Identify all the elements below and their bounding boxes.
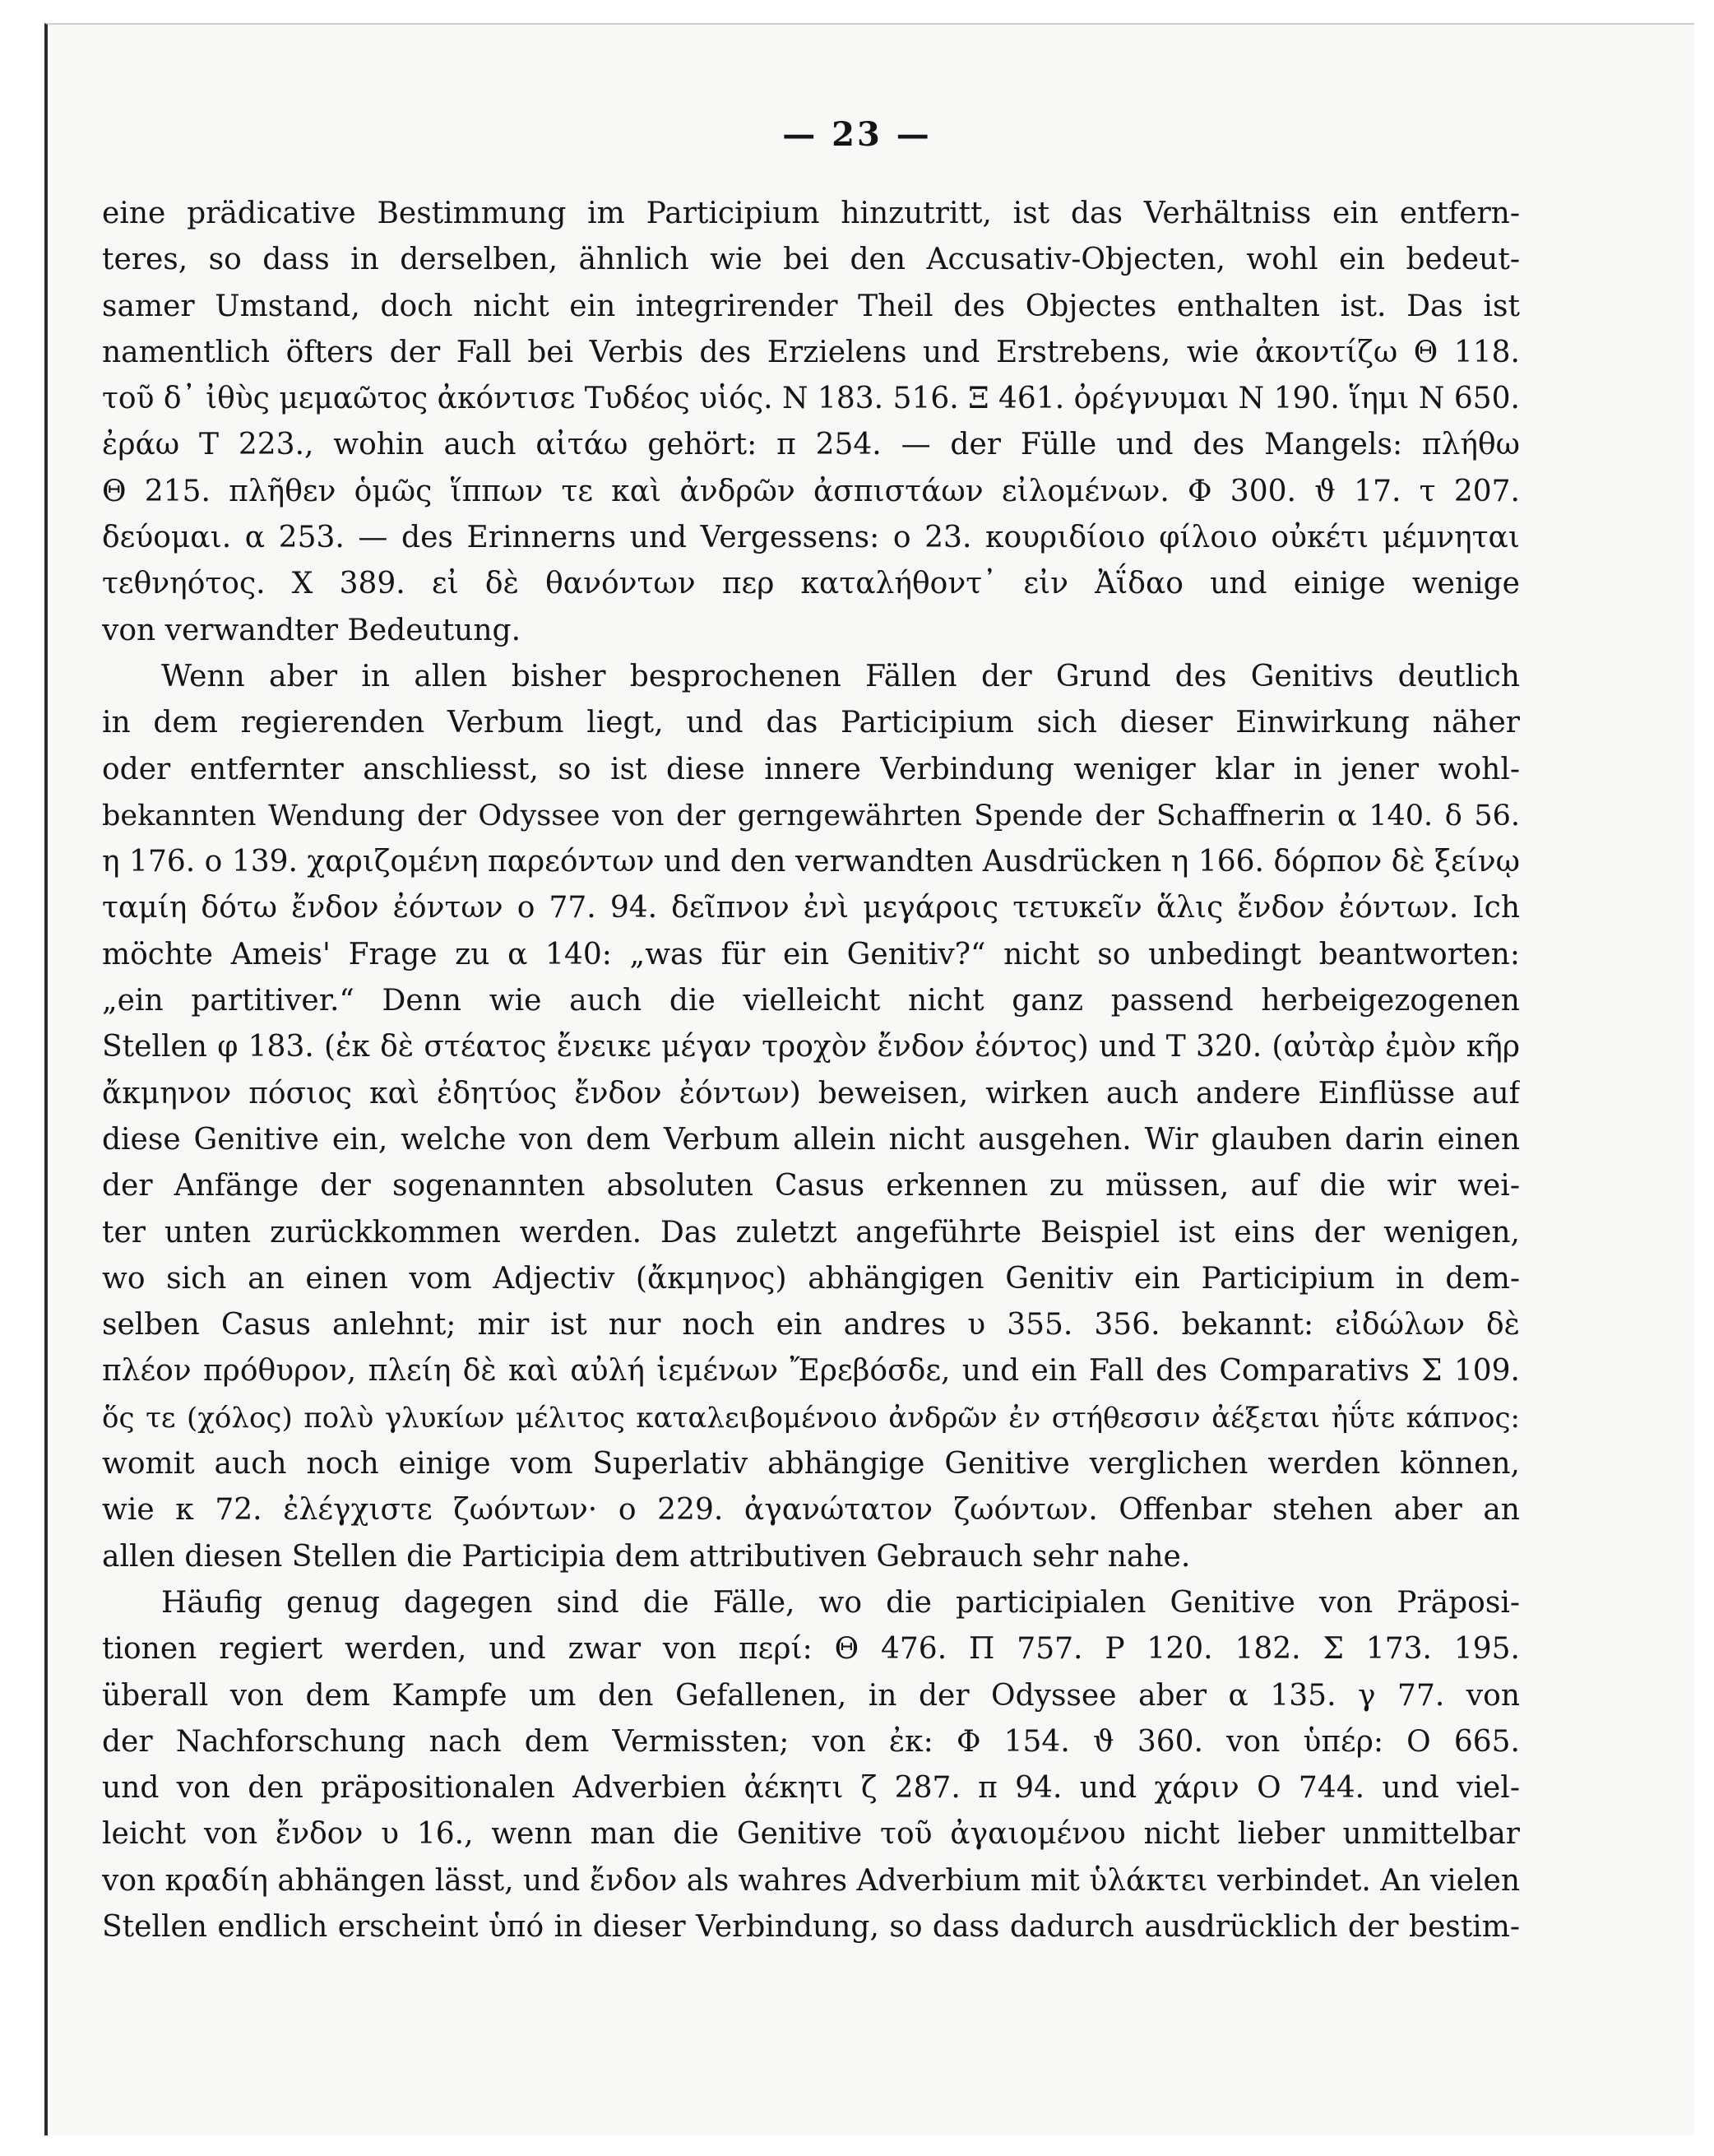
text-line: wie κ 72. ἐλέγχιστε ζωόντων· ο 229. ἀγανώτατον ζωόντων. Offenbar stehen aber an (102, 1493, 1520, 1528)
text-line: δεύομαι. α 253. — des Erinnerns und Vergessens: ο 23. κουριδίοιο φίλοιο οὐκέτι μέμνηται (102, 521, 1520, 555)
text-line: ἐράω Τ 223., wohin auch αἰτάω gehört: π 254. — der Fülle und des Mangels: πλήθω (102, 428, 1520, 462)
text-line: tionen regiert werden, und zwar von περί: Θ 476. Π 757. Ρ 120. 182. Σ 173. 195. (102, 1632, 1520, 1667)
text-line: womit auch noch einige vom Superlativ abhängige Genitive verglichen werden können, (102, 1447, 1520, 1481)
text-line: ταμίη δότω ἔνδον ἐόντων ο 77. 94. δεῖπνον ἐνὶ μεγάροις τετυκεῖν ἅλις ἔνδον ἐόντων. Ich (102, 891, 1520, 925)
text-line: ὅς τε (χόλος) πολὺ γλυκίων μέλιτος καταλειβομένοιο ἀνδρῶν ἐν στήθεσσιν ἀέξεται ἠΰτε κάπνος: (102, 1401, 1520, 1435)
text-line: von verwandter Bedeutung. (102, 613, 521, 647)
text-line: τεθνηότος. Χ 389. εἰ δὲ θανόντων περ καταλήθοντ᾽ εἰν Ἀΐδαο und einige wenige (102, 567, 1520, 601)
text-line: bekannten Wendung der Odyssee von der gerngewährten Spende der Schaffnerin α 140. δ 56. (102, 799, 1520, 832)
text-line: oder entfernter anschliesst, so ist diese innere Verbindung weniger klar in jener wohl- (102, 752, 1520, 786)
text-line: der Anfänge der sogenannten absoluten Casus erkennen zu müssen, auf die wir wei- (102, 1169, 1520, 1203)
text-line: Häufig genug dagegen sind die Fälle, wo die participialen Genitive von Präposi- (161, 1585, 1520, 1620)
text-line: und von den präpositionalen Adverbien ἀέκητι ζ 287. π 94. und χάριν Ο 744. und viel- (102, 1771, 1520, 1806)
text-line: überall von dem Kampfe um den Gefallenen, in der Odyssee aber α 135. γ 77. von (102, 1678, 1520, 1713)
page-number: — 23 — (782, 115, 932, 154)
text-line: diese Genitive ein, welche von dem Verbum allein nicht ausgehen. Wir glauben darin einen (102, 1122, 1520, 1157)
text-line: der Nachforschung nach dem Vermissten; von ἐκ: Φ 154. ϑ 360. von ὑπέρ: Ο 665. (102, 1724, 1520, 1759)
text-body (102, 191, 1520, 1950)
text-line: Wenn aber in allen bisher besprochenen Fällen der Grund des Genitivs deutlich (161, 659, 1520, 693)
text-line: Θ 215. πλῆθεν ὁμῶς ἵππων τε καὶ ἀνδρῶν ἀσπιστάων εἰλομένων. Φ 300. ϑ 17. τ 207. (102, 474, 1520, 508)
text-line: Stellen φ 183. (ἐκ δὲ στέατος ἔνεικε μέγαν τροχὸν ἔνδον ἐόντος) und Τ 320. (αὐτὰρ ἐμὸν κῆρ (102, 1030, 1520, 1064)
text-line: leicht von ἔνδον υ 16., wenn man die Genitive τοῦ ἀγαιομένου nicht lieber unmittelbar (102, 1817, 1520, 1852)
text-line: πλέον πρόθυρον, πλείη δὲ καὶ αὐλή ἱεμένων Ἔρεβόσδε, und ein Fall des Comparativs Σ 109. (102, 1354, 1520, 1389)
text-line: „ein partitiver.“ Denn wie auch die vielleicht nicht ganz passend herbeigezogenen (102, 984, 1520, 1018)
text-line: Stellen endlich erscheint ὑπό in dieser Verbindung, so dass dadurch ausdrücklich der bestim- (102, 1909, 1520, 1944)
text-line: ter unten zurückkommen werden. Das zuletzt angeführte Beispiel ist eins der wenigen, (102, 1215, 1520, 1250)
text-line: von κραδίη abhängen lässt, und ἔνδον als wahres Adverbium mit ὑλάκτει verbindet. An vielen (102, 1863, 1520, 1898)
text-line: möchte Ameis' Frage zu α 140: „was für ein Genitiv?“ nicht so unbedingt beantworten: (102, 937, 1520, 971)
text-line: teres, so dass in derselben, ähnlich wie bei den Accusativ-Objecten, wohl ein bedeut- (102, 243, 1520, 277)
text-line: in dem regierenden Verbum liegt, und das Participium sich dieser Einwirkung näher (102, 706, 1520, 740)
text-line: ἄκμηνον πόσιος καὶ ἐδητύος ἔνδον ἐόντων) beweisen, wirken auch andere Einflüsse auf (102, 1076, 1520, 1110)
text-line: allen diesen Stellen die Participia dem attributiven Gebrauch sehr nahe. (102, 1539, 1191, 1574)
text-line: wo sich an einen vom Adjectiv (ἄκμηνος) abhängigen Genitiv ein Participium in dem- (102, 1261, 1520, 1296)
text-line: namentlich öfters der Fall bei Verbis des Erzielens und Erstrebens, wie ἀκοντίζω Θ 118. (102, 335, 1520, 369)
text-line: samer Umstand, doch nicht ein integrirender Theil des Objectes enthalten ist. Das ist (102, 289, 1520, 323)
text-line: η 176. ο 139. χαριζομένη παρεόντων und den verwandten Ausdrücken η 166. δόρπον δὲ ξείνῳ (102, 845, 1520, 879)
text-line: eine prädicative Bestimmung im Participium hinzutritt, ist das Verhältniss ein entfern- (102, 197, 1520, 230)
text-line: selben Casus anlehnt; mir ist nur noch ein andres υ 355. 356. bekannt: εἰδώλων δὲ (102, 1308, 1520, 1342)
text-line: τοῦ δ᾽ ἰθὺς μεμαῶτος ἀκόντισε Τυδέος υἱός. Ν 183. 516. Ξ 461. ὀρέγνυμαι Ν 190. ἵημι Ν 650. (102, 382, 1520, 416)
